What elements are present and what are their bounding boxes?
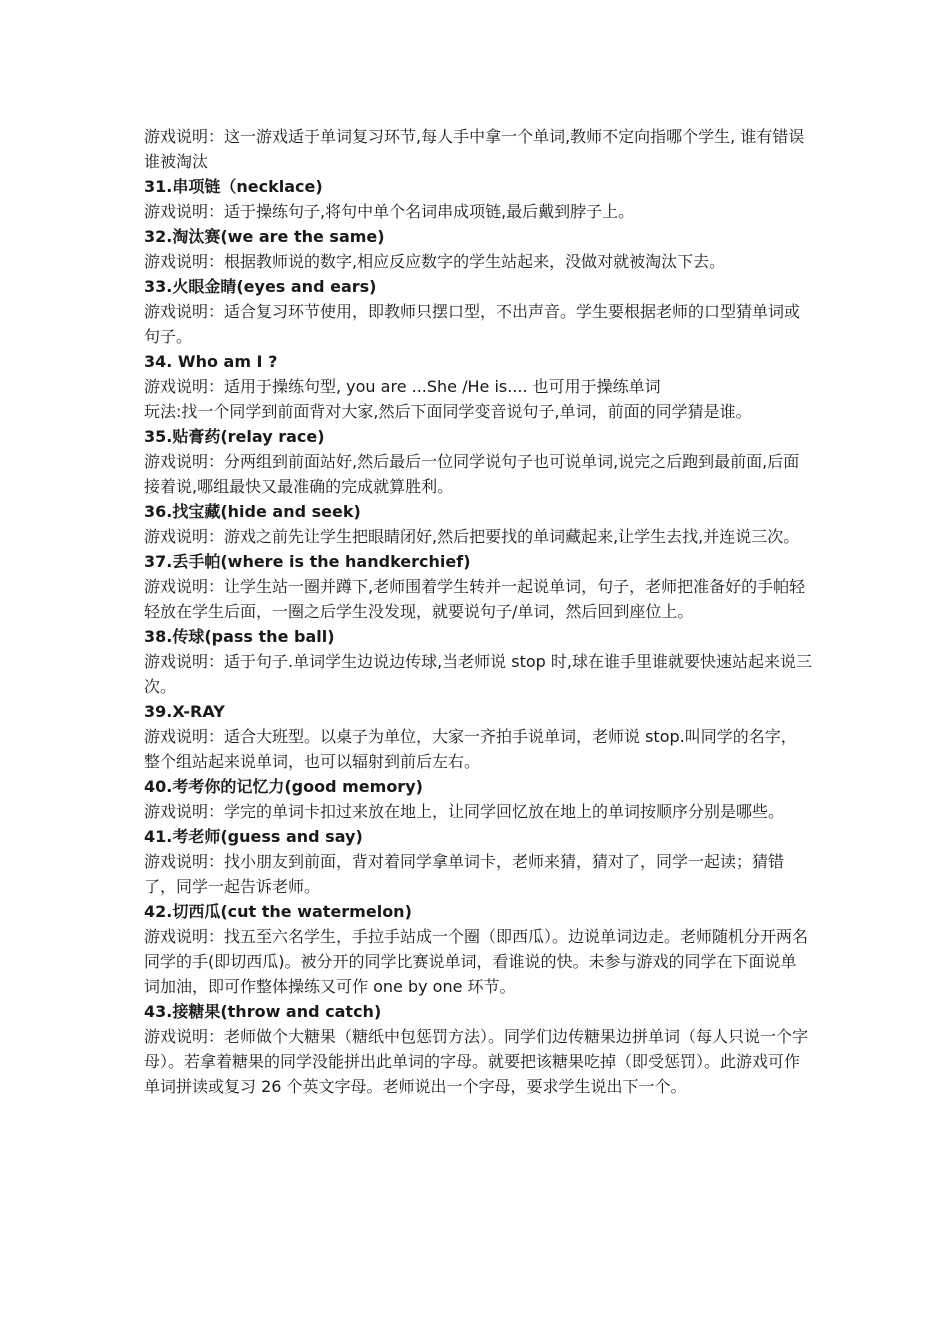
- section-heading-42: 42.切西瓜(cut the watermelon): [144, 902, 412, 921]
- paragraph: 游戏说明：游戏之前先让学生把眼睛闭好,然后把要找的单词藏起来,让学生去找,并连说三次。: [144, 527, 800, 546]
- paragraph: 游戏说明：让学生站一圈并蹲下,老师围着学生转并一起说单词，句子，老师把准备好的手帕轻轻放在学生后面，一圈之后学生没发现，就要说句子/单词，然后回到座位上。: [144, 577, 806, 621]
- section-heading-35: 35.贴膏药(relay race): [144, 427, 325, 446]
- document-page: [144, 124, 812, 1099]
- paragraph: 游戏说明：老师做个大糖果（糖纸中包惩罚方法）。同学们边传糖果边拼单词（每人只说一个字母）。若拿着糖果的同学没能拼出此单词的字母。就要把该糖果吃掉（即受惩罚）。此游戏可作单词拼读或复习 26 个英文字母。老师说出一个字母，要求学生说出下一个。: [144, 1027, 809, 1096]
- section-heading-43: 43.接糖果(throw and catch): [144, 1002, 382, 1021]
- paragraph: 游戏说明：根据教师说的数字,相应反应数字的学生站起来，没做对就被淘汰下去。: [144, 252, 726, 271]
- paragraph: 游戏说明：适于操练句子,将句中单个名词串成项链,最后戴到脖子上。: [144, 202, 635, 221]
- paragraph: 游戏说明：适合大班型。以桌子为单位，大家一齐拍手说单词，老师说 stop.叫同学的名字，整个组站起来说单词，也可以辐射到前后左右。: [144, 727, 797, 771]
- section-heading-32: 32.淘汰赛(we are the same): [144, 227, 385, 246]
- paragraph: 游戏说明：找小朋友到前面，背对着同学拿单词卡，老师来猜，猜对了，同学一起读；猜错了，同学一起告诉老师。: [144, 852, 785, 896]
- paragraph: 游戏说明：适用于操练句型, you are ...She /He is.... 也可用于操练单词: [144, 377, 661, 396]
- section-heading-33: 33.火眼金睛(eyes and ears): [144, 277, 377, 296]
- paragraph: 游戏说明：适合复习环节使用，即教师只摆口型，不出声音。学生要根据老师的口型猜单词或句子。: [144, 302, 801, 346]
- section-heading-39: 39.X-RAY: [144, 702, 225, 721]
- paragraph: 游戏说明：学完的单词卡扣过来放在地上，让同学回忆放在地上的单词按顺序分别是哪些。: [144, 802, 785, 821]
- section-heading-31: 31.串项链（necklace): [144, 177, 323, 196]
- section-heading-36: 36.找宝藏(hide and seek): [144, 502, 361, 521]
- paragraph: 游戏说明：找五至六名学生，手拉手站成一个圈（即西瓜）。边说单词边走。老师随机分开两名同学的手(即切西瓜)。被分开的同学比赛说单词，看谁说的快。未参与游戏的同学在下面说单词加油，即可作整体操练又可作 one by one 环节。: [144, 927, 809, 996]
- section-heading-37: 37.丢手帕(where is the handkerchief): [144, 552, 471, 571]
- paragraph: 游戏说明：这一游戏适于单词复习环节,每人手中拿一个单词,教师不定向指哪个学生, 谁有错误谁被淘汰: [144, 127, 805, 171]
- paragraph: 游戏说明：分两组到前面站好,然后最后一位同学说句子也可说单词,说完之后跑到最前面,后面接着说,哪组最快又最准确的完成就算胜利。: [144, 452, 800, 496]
- section-heading-40: 40.考考你的记忆力(good memory): [144, 777, 423, 796]
- paragraph: 游戏说明：适于句子.单词学生边说边传球,当老师说 stop 时,球在谁手里谁就要快速站起来说三次。: [144, 652, 812, 696]
- paragraph: 玩法:找一个同学到前面背对大家,然后下面同学变音说句子,单词，前面的同学猜是谁。: [144, 402, 752, 421]
- section-heading-41: 41.考老师(guess and say): [144, 827, 363, 846]
- section-heading-38: 38.传球(pass the ball): [144, 627, 335, 646]
- section-heading-34: 34. Who am I ?: [144, 352, 278, 371]
